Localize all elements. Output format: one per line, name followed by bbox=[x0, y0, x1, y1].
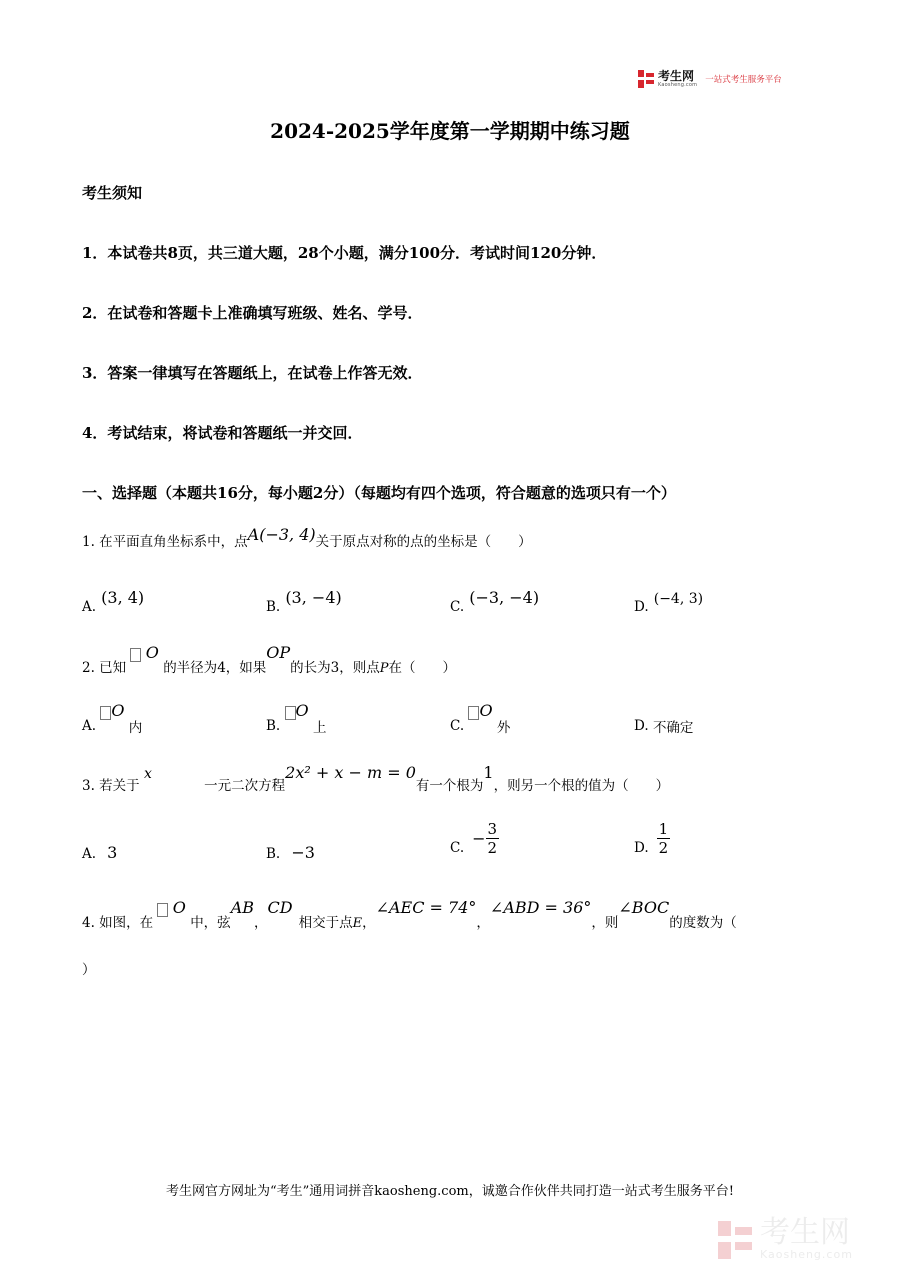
header-brand bbox=[638, 70, 782, 88]
equation: 2x² + x − m = 0 bbox=[285, 763, 416, 782]
kaosheng-logo-icon bbox=[638, 70, 654, 88]
notice-item: 2．在试卷和答题卡上准确填写班级、姓名、学号． bbox=[82, 304, 423, 322]
circle-symbol-icon bbox=[157, 903, 168, 917]
watermark: 考生网 Kaosheng.com bbox=[718, 1218, 853, 1261]
circle-symbol-icon bbox=[285, 706, 296, 720]
question-4: 4. 如图，在 O 中，弦AB，CD相交于点E，∠AEC = 74°，∠ABD = 36°，则∠BOC的度数为（ bbox=[82, 898, 737, 931]
q3-option-d[interactable]: D. $\frac{1}{2}$ bbox=[634, 820, 669, 857]
q2-option-c[interactable]: C. O 外 bbox=[450, 701, 511, 736]
circle-symbol-icon bbox=[468, 706, 479, 720]
question-1: 1. 在平面直角坐标系中，点A(−3, 4)关于原点对称的点的坐标是（ ） bbox=[82, 525, 532, 550]
q1-option-c[interactable]: $_{C.}$ (−3, −4) bbox=[450, 588, 540, 615]
page-title: 2024-2025学年度第一学期期中练习题 bbox=[270, 119, 630, 143]
q2-option-b[interactable]: B. O 上 bbox=[266, 701, 327, 736]
footer-note: 考生网官方网址为“考生”通用词拼音kaosheng.com，诚邀合作伙伴共同打造一站式考生服务平台! bbox=[166, 1184, 734, 1199]
section-heading: 一、选择题（本题共16分，每小题2分）（每题均有四个选项，符合题意的选项只有一个） bbox=[82, 484, 676, 502]
notice-item: 1．本试卷共8页，共三道大题，28个小题，满分100分．考试时间120分钟． bbox=[82, 244, 607, 262]
q1-option-a[interactable]: $_{A.}$ (3, 4) bbox=[82, 588, 145, 615]
point-a: A(−3, 4) bbox=[247, 525, 316, 544]
q1-option-b[interactable]: $_{B.}$ (3, −4) bbox=[266, 588, 342, 615]
circle-symbol-icon bbox=[100, 706, 111, 720]
notice-item: 3．答案一律填写在答题纸上，在试卷上作答无效． bbox=[82, 364, 423, 382]
question-4-continued: ） bbox=[82, 962, 96, 978]
kaosheng-watermark-icon bbox=[718, 1221, 752, 1259]
header-slogan: 一站式考生服务平台 bbox=[705, 75, 782, 85]
logo-wordmark: 考生网 Kaosheng.com bbox=[658, 69, 698, 88]
fraction: $\frac{3}{2}$ bbox=[487, 820, 498, 857]
question-2: 2. 已知 O 的半径为4，如果OP的长为3，则点P在（ ） bbox=[82, 643, 457, 676]
q2-option-a[interactable]: A. O 内 bbox=[82, 701, 143, 736]
q3-option-c[interactable]: C. − $\frac{3}{2}$ bbox=[450, 820, 498, 857]
circle-symbol-icon bbox=[130, 648, 141, 662]
question-3: 3. 若关于 x 一元二次方程2x² + x − m = 0有一个根为1，则另一个根的值为（ ） bbox=[82, 763, 670, 794]
fraction: $\frac{1}{2}$ bbox=[658, 820, 669, 857]
q2-option-d[interactable]: D. 不确定 bbox=[634, 718, 694, 736]
q3-option-b[interactable]: B. −3 bbox=[266, 843, 315, 862]
notice-heading: 考生须知 bbox=[82, 184, 143, 202]
q1-option-d[interactable]: $_{D.}$ (−4, 3) bbox=[634, 591, 704, 615]
notice-item: 4．考试结束，将试卷和答题纸一并交回． bbox=[82, 424, 363, 442]
q3-option-a[interactable]: A. 3 bbox=[82, 843, 118, 862]
